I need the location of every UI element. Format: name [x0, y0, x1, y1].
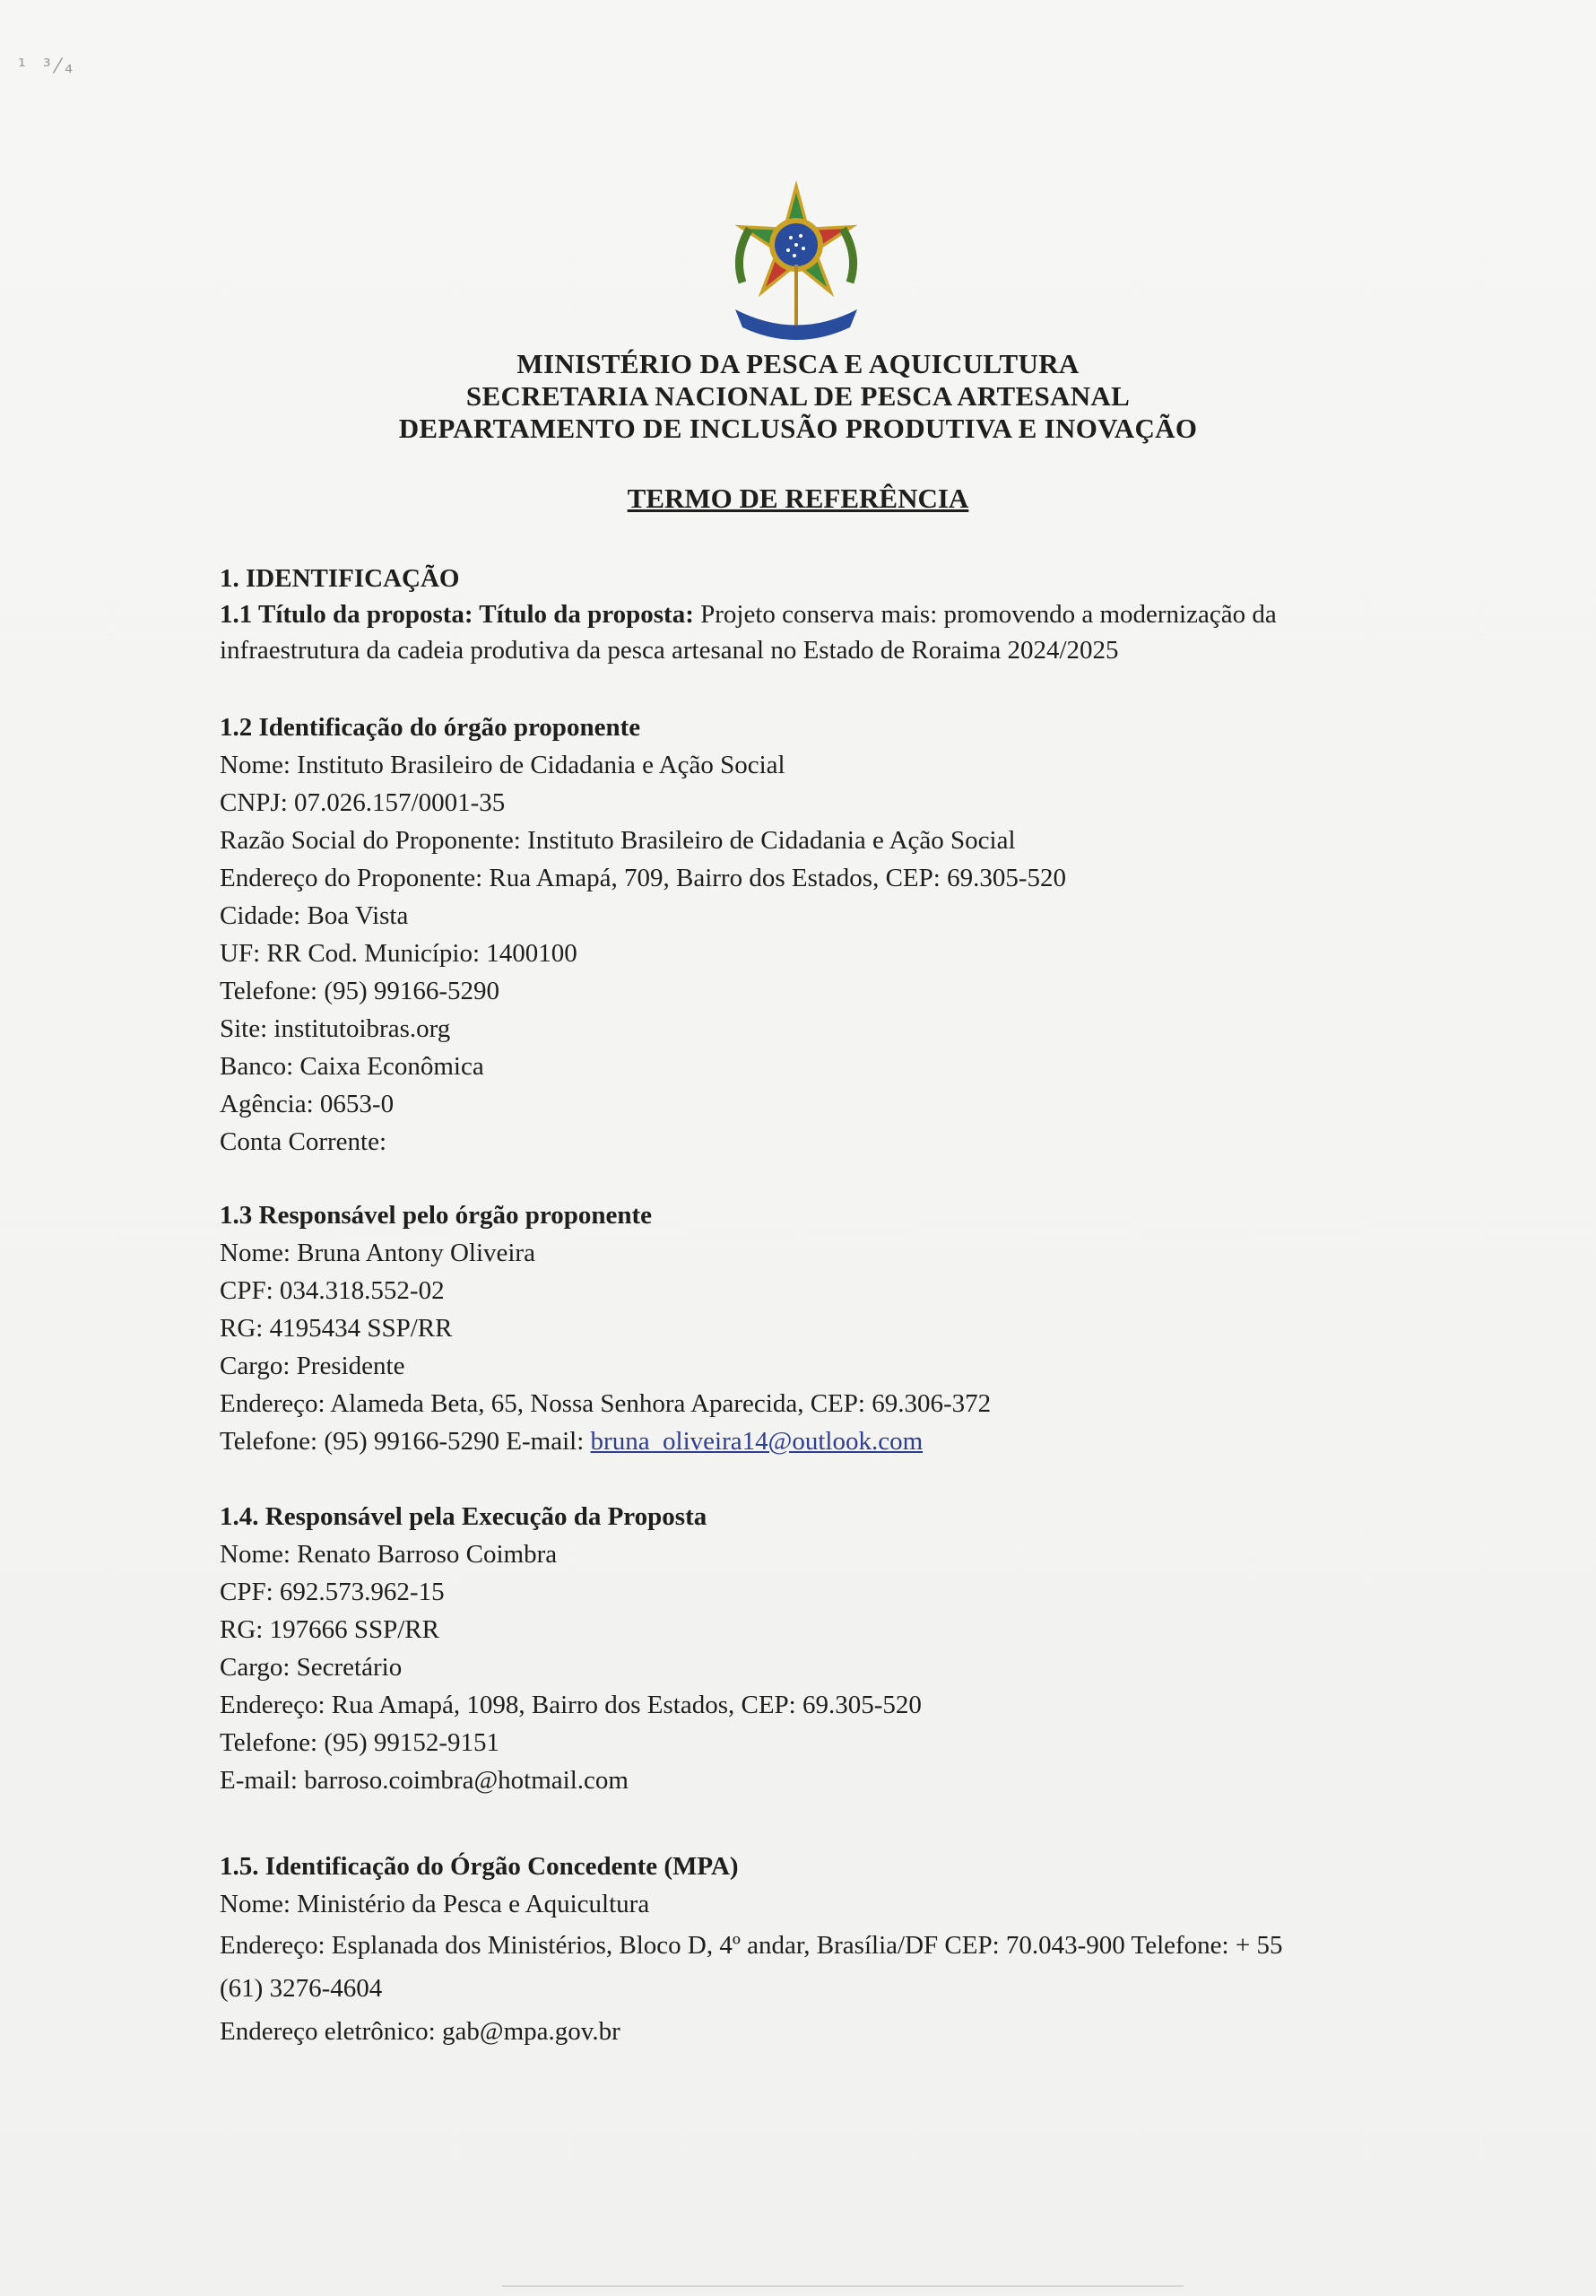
proponent-bank: Banco: Caixa Econômica [220, 1052, 484, 1081]
responsible-contact [220, 1426, 923, 1457]
document-title: TERMO DE REFERÊNCIA [627, 483, 969, 514]
header-department: DEPARTAMENTO DE INCLUSÃO PRODUTIVA E INOVAÇÃO [398, 413, 1198, 444]
proposal-title-label: 1.1 Título da proposta: Título da proposta: [220, 600, 694, 629]
concedente-email: Endereço eletrônico: gab@mpa.gov.br [220, 2017, 620, 2046]
proposal-title-text: Projeto conserva mais: promovendo a modernização da [693, 600, 1277, 629]
header-ministry: MINISTÉRIO DA PESCA E AQUICULTURA [516, 348, 1080, 379]
executor-address: Endereço: Rua Amapá, 1098, Bairro dos Estados, CEP: 69.305-520 [220, 1691, 922, 1719]
header-secretariat: SECRETARIA NACIONAL DE PESCA ARTESANAL [465, 380, 1131, 412]
proposal-title-line-2: infraestrutura da cadeia produtiva da pesca artesanal no Estado de Roraima 2024/2025 [220, 636, 1119, 665]
responsible-rg: RG: 4195434 SSP/RR [220, 1314, 453, 1343]
proponent-city: Cidade: Boa Vista [220, 901, 409, 930]
section-heading-responsavel-orgao: 1.3 Responsável pelo órgão proponente [220, 1201, 653, 1230]
proposal-title-line [220, 599, 1277, 630]
brazil-coat-of-arms-icon [716, 175, 877, 345]
responsible-role: Cargo: Presidente [220, 1352, 405, 1380]
proponent-account: Conta Corrente: [220, 1127, 387, 1156]
section-heading-responsavel-execucao: 1.4. Responsável pela Execução da Proposta [220, 1502, 707, 1531]
responsible-address: Endereço: Alameda Beta, 65, Nossa Senhora Aparecida, CEP: 69.306-372 [220, 1389, 992, 1418]
executor-rg: RG: 197666 SSP/RR [220, 1615, 439, 1644]
responsible-cpf: CPF: 034.318.552-02 [220, 1276, 445, 1305]
executor-cpf: CPF: 692.573.962-15 [220, 1578, 445, 1606]
section-heading-orgao-concedente: 1.5. Identificação do Órgão Concedente (MPA) [220, 1852, 739, 1881]
executor-name: Nome: Renato Barroso Coimbra [220, 1540, 558, 1569]
responsible-phone-prefix: Telefone: (95) 99166-5290 E-mail: [220, 1427, 591, 1456]
executor-email: E-mail: barroso.coimbra@hotmail.com [220, 1766, 629, 1795]
section-heading-identificacao: 1. IDENTIFICAÇÃO [220, 564, 460, 593]
scan-mark: ¹ ³⁄₄ [18, 56, 79, 78]
responsible-name: Nome: Bruna Antony Oliveira [220, 1239, 535, 1267]
proponent-razao-social: Razão Social do Proponente: Instituto Brasileiro de Cidadania e Ação Social [220, 826, 1016, 855]
proponent-cnpj: CNPJ: 07.026.157/0001-35 [220, 788, 506, 817]
proponent-name: Nome: Instituto Brasileiro de Cidadania e Ação Social [220, 751, 785, 779]
executor-phone: Telefone: (95) 99152-9151 [220, 1728, 500, 1757]
proponent-agency: Agência: 0653-0 [220, 1090, 395, 1118]
concedente-address: Endereço: Esplanada dos Ministérios, Bloco D, 4º andar, Brasília/DF CEP: 70.043-900 Telefone: + 55 [220, 1931, 1283, 1960]
concedente-phone: (61) 3276-4604 [220, 1974, 383, 2003]
proponent-address: Endereço do Proponente: Rua Amapá, 709, Bairro dos Estados, CEP: 69.305-520 [220, 864, 1066, 892]
proponent-uf: UF: RR Cod. Município: 1400100 [220, 939, 577, 968]
responsible-email-link[interactable]: bruna_oliveira14@outlook.com [590, 1427, 924, 1456]
concedente-name: Nome: Ministério da Pesca e Aquicultura [220, 1890, 650, 1918]
proponent-phone: Telefone: (95) 99166-5290 [220, 977, 500, 1005]
proponent-site: Site: institutoibras.org [220, 1014, 451, 1043]
executor-role: Cargo: Secretário [220, 1653, 403, 1682]
section-heading-orgao-proponente: 1.2 Identificação do órgão proponente [220, 713, 641, 742]
page-bottom-divider [502, 2285, 1184, 2287]
